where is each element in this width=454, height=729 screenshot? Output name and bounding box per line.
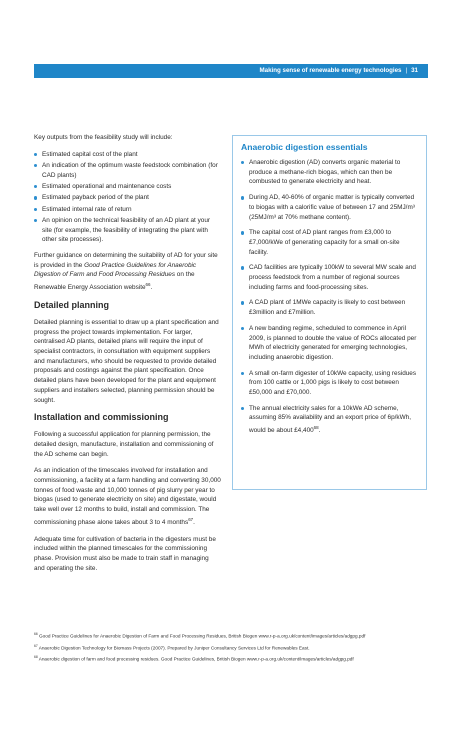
left-column [34,133,221,581]
footnote-text: Anaerobic Digestion Technology for Biomass Projects (2007). Prepared by Juniper Consultancy Services Ltd for Renewables East. [38,645,310,651]
list-item: Anaerobic digestion (AD) converts organic material to produce a methane-rich biogas, which can then be combusted to generate electricity and heat. [241,158,420,187]
list-item: The capital cost of AD plant ranges from £3,000 to £7,000/kWe of generating capacity for a small on-site facility. [241,228,420,257]
footnote [34,643,434,652]
list-item-text: The annual electricity sales for a 10kWe AD scheme, assuming 85% availability and an export price of 6p/kWh, would be about £4,400 [249,404,411,435]
list-item [241,404,420,436]
list-item: CAD facilities are typically 100kW to several MW scale and process feedstock from a number of regional sources including farms and food-processing sites. [241,263,420,292]
essentials-title: Anaerobic digestion essentials [241,142,368,152]
footnote-ref: 66 [145,282,151,288]
page-number: 31 [411,67,418,74]
essentials-list [241,158,420,436]
footnote-number: 66 [34,632,38,636]
detailed-planning-text: Detailed planning is essential to draw up a plant specification and progress the project towards implementation. For larger, centralised AD plants, detailed plans will require the input of specialist contractors, in consultation with equipment suppliers and manufacturers, who should be requested to provide detailed proposals and costings against the plant specification. Once detailed plans have been developed for the plant and equipment suppliers and installers selected, planning permission should be sought. [34,318,219,404]
guidance-period: . [150,284,153,292]
list-item: A new banding regime, scheduled to commence in April 2009, is planned to double the value of ROCs allocated per MWh of electricity generated for emerging technologies, including anaerobic digestion. [241,324,420,363]
list-item: An opinion on the technical feasibility of an AD plant at your site (for example, the feasibility of integrating the plant with other site processes). [34,216,221,245]
header-separator: | [405,67,408,74]
list-item-period: . [318,427,321,435]
running-header [34,64,428,78]
footnote-ref: 68 [313,425,319,431]
detailed-planning-heading: Detailed planning [34,299,110,310]
footnote-text: Good Practice Guidelines for Anaerobic Digestion of Farm and Food Processing Residues, British Biogen www.r-p-a.org.uk/content/images/articles/adgpg.pdf [38,633,366,639]
guidance-paragraph [34,251,221,293]
list-item: Estimated capital cost of the plant [34,150,221,160]
footnote [34,631,434,640]
essentials-box [232,135,427,490]
footnote-number: 68 [34,655,38,660]
footnote [34,654,434,663]
footnote-number: 67 [34,643,38,648]
footnotes [34,631,434,666]
list-item: During AD, 40-60% of organic matter is typically converted to biogas with a calorific value of between 17 and 25MJ/m³ (25MJ/m³ at 70% methane content). [241,193,420,222]
installation-text: As an indication of the timescales involved for installation and commissioning, a facility at a farm handling and converting 30,000 tonnes of food waste and 10,000 tonnes of pig slurry per year to biogas (used to generate electricity on site) and digestate, would take well over 12 months to build, install and commission. The commissioning phase alone takes about 3 to 4 months [34,467,221,527]
list-item: Estimated payback period of the plant [34,193,221,203]
header-title: Making sense of renewable energy technologies [259,67,402,74]
list-item: An indication of the optimum waste feedstock combination (for CAD plants) [34,161,221,180]
guidance-text-end: on the Renewable Energy Association website [34,271,195,292]
list-item: A small on-farm digester of 10kWe capacity, using residues from 100 cattle or 1,000 pigs is likely to cost between £50,000 and £70,000. [241,369,420,398]
installation-paragraph-1: Following a successful application for planning permission, the detailed design, manufacture, installation and commissioning of the AD scheme can begin. [34,431,214,458]
outputs-intro: Key outputs from the feasibility study will include: [34,134,173,141]
list-item: Estimated operational and maintenance costs [34,182,221,192]
list-item: A CAD plant of 1MWe capacity is likely to cost between £3million and £7million. [241,298,420,317]
installation-period: . [193,519,195,527]
installation-paragraph-3: Adequate time for cultivation of bacteria in the digesters must be included within the planned timescales for the commissioning phase. Provision must also be made to train staff in managing and operating the site. [34,535,216,572]
outputs-list [34,150,221,245]
installation-paragraph-2 [34,466,221,527]
footnote-ref: 67 [188,516,194,522]
guidance-title: Good Practice Guidelines for Anaerobic Digestion of Farm and Food Processing Residues [34,261,197,279]
guidance-text: Further guidance on determining the suitability of AD for your site is provided in the [34,252,218,269]
installation-heading: Installation and commissioning [34,412,169,423]
footnote-text: Anaerobic digestion of farm and food processing residues. Good Practice Guidelines, British Biogen www.r-p-a.org.uk/content/images/articles/adgpg.pdf [38,656,354,662]
list-item: Estimated internal rate of return [34,205,221,215]
